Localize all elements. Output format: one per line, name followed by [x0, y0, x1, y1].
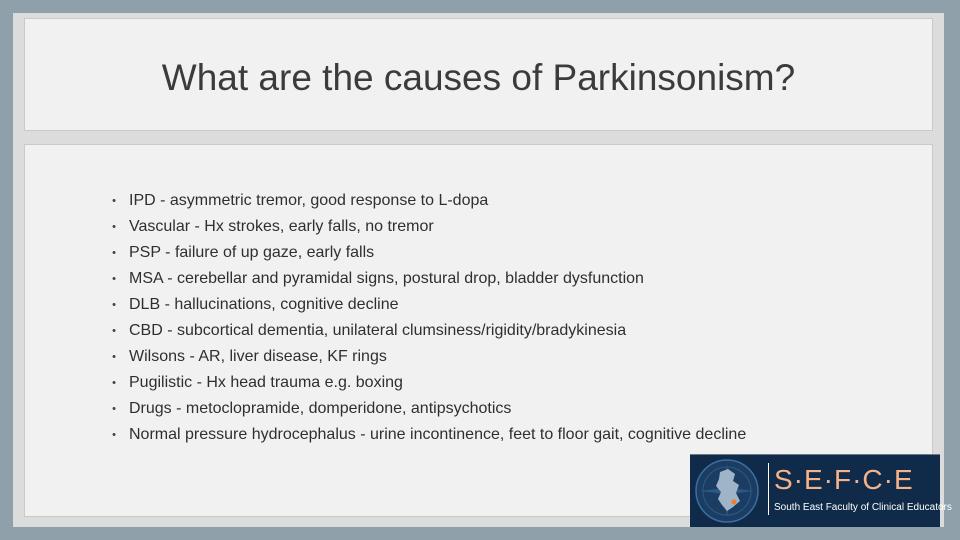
- list-item-text: Vascular - Hx strokes, early falls, no tremor: [129, 218, 434, 235]
- bullet-icon: •: [112, 377, 116, 389]
- title-panel: [24, 18, 933, 131]
- bullet-icon: •: [112, 325, 116, 337]
- list-item: [25, 292, 932, 318]
- bullet-icon: •: [112, 299, 116, 311]
- list-item-text: MSA - cerebellar and pyramidal signs, postural drop, bladder dysfunction: [129, 270, 644, 287]
- list-item-text: Normal pressure hydrocephalus - urine incontinence, feet to floor gait, cognitive decline: [129, 426, 747, 443]
- list-item-text: CBD - subcortical dementia, unilateral clumsiness/rigidity/bradykinesia: [129, 322, 627, 339]
- list-item: [25, 318, 932, 344]
- list-item-text: Drugs - metoclopramide, domperidone, antipsychotics: [129, 400, 512, 417]
- bullet-icon: •: [112, 273, 116, 285]
- bullet-icon: •: [112, 351, 116, 363]
- list-item: [25, 266, 932, 292]
- list-item: [25, 344, 932, 370]
- slide: [13, 13, 944, 527]
- bullet-list: [25, 188, 932, 448]
- list-item: [25, 422, 932, 448]
- list-item-text: DLB - hallucinations, cognitive decline: [129, 296, 399, 313]
- sefce-logo: [690, 454, 952, 527]
- bullet-icon: •: [112, 403, 116, 415]
- list-item: [25, 396, 932, 422]
- list-item: [25, 370, 932, 396]
- slide-title: What are the causes of Parkinsonism?: [161, 57, 796, 98]
- list-item-text: Pugilistic - Hx head trauma e.g. boxing: [129, 374, 403, 391]
- list-item-text: Wilsons - AR, liver disease, KF rings: [129, 348, 387, 365]
- bullet-icon: •: [112, 247, 116, 259]
- list-item-text: IPD - asymmetric tremor, good response to L-dopa: [129, 192, 489, 209]
- bullet-icon: •: [112, 429, 116, 441]
- logo-acronym: S·E·F·C·E: [774, 464, 914, 495]
- list-item: [25, 214, 932, 240]
- bullet-icon: •: [112, 221, 116, 233]
- list-item: [25, 188, 932, 214]
- logo-organization-name: South East Faculty of Clinical Educators: [774, 502, 952, 513]
- bullet-icon: •: [112, 195, 116, 207]
- logo-divider: [768, 463, 769, 515]
- list-item: [25, 240, 932, 266]
- scotland-map-icon: [694, 458, 760, 524]
- list-item-text: PSP - failure of up gaze, early falls: [129, 244, 375, 261]
